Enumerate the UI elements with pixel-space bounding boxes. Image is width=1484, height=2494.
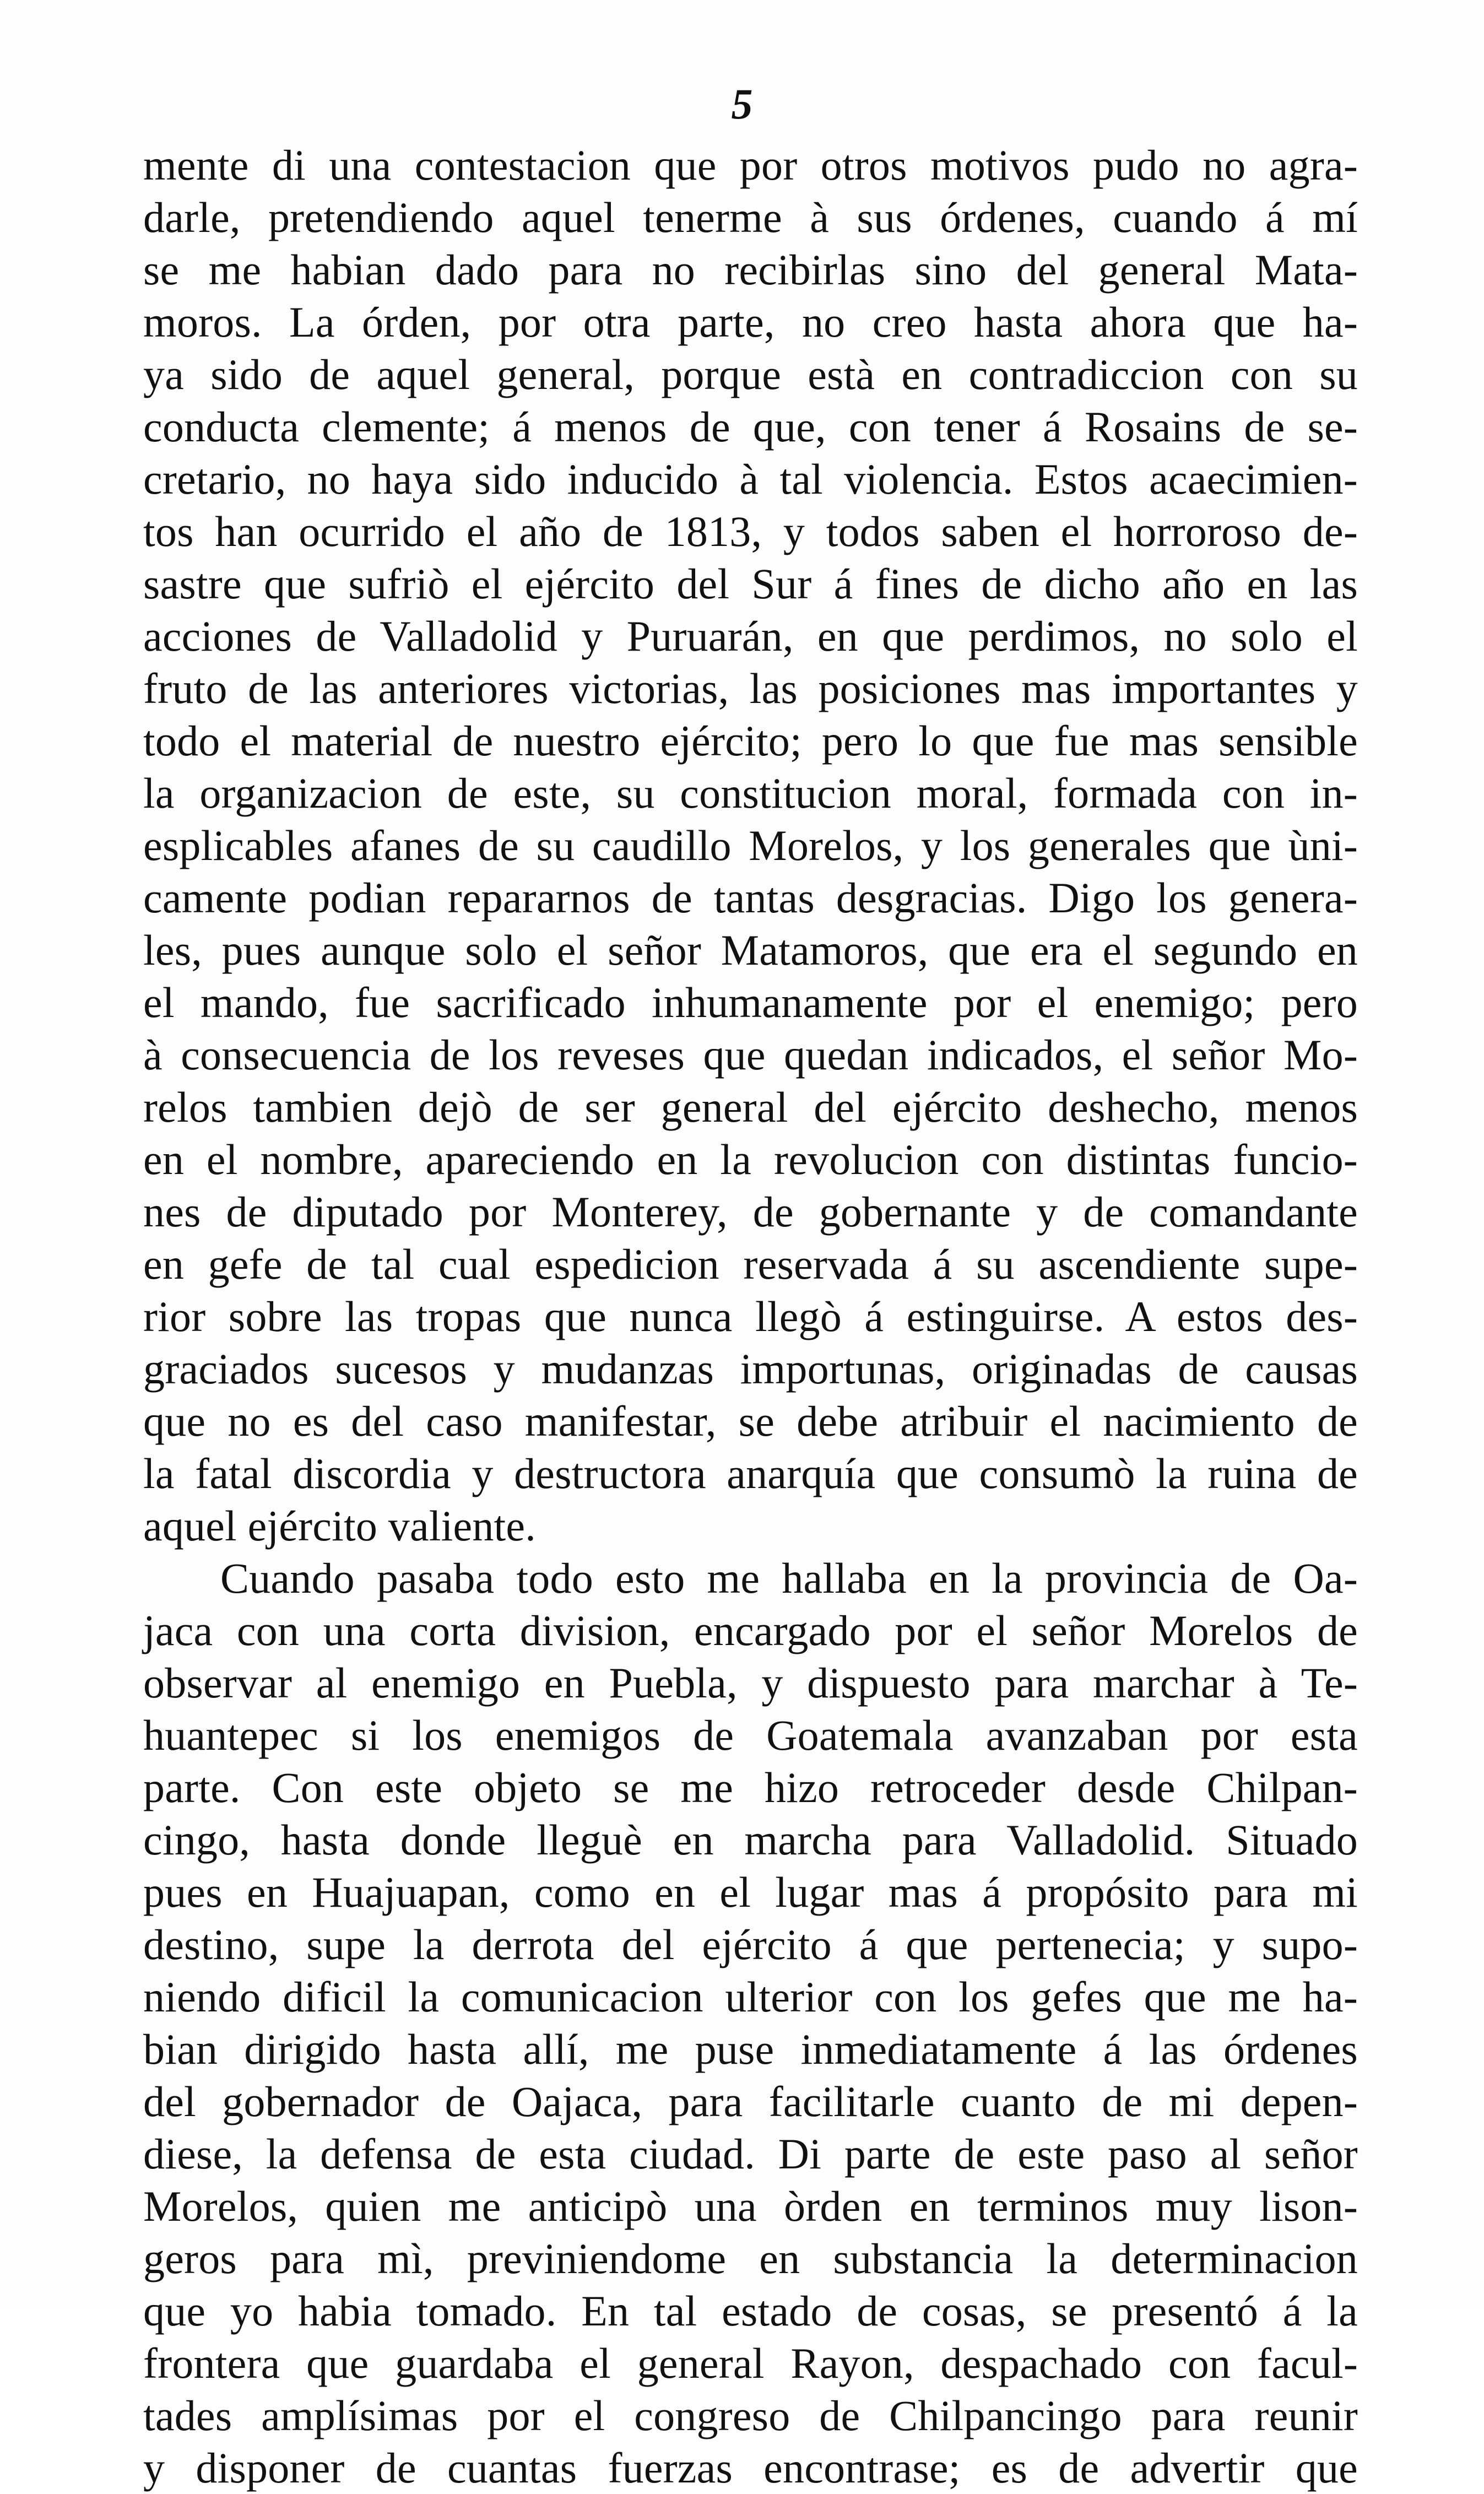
text-line: relos tambien dejò de ser general del ejército deshecho, menos (143, 1083, 1358, 1131)
text-line: nes de diputado por Monterey, de gobernante y de comandante (143, 1188, 1358, 1236)
text-line: diese, la defensa de esta ciudad. Di parte de este paso al señor (143, 2130, 1358, 2178)
text-line: aquel ejército valiente. (143, 1502, 536, 1550)
text-line: les, pues aunque solo el señor Matamoros, que era el segundo en (143, 926, 1358, 974)
text-line: cretario, no haya sido inducido à tal violencia. Estos acaecimien- (143, 455, 1358, 503)
text-line: tades amplísimas por el congreso de Chilpancingo para reunir (143, 2392, 1358, 2439)
text-line: en el nombre, apareciendo en la revolucion con distintas funcio- (143, 1135, 1358, 1183)
text-line: pues en Huajuapan, como en el lugar mas á propósito para mi (143, 1868, 1358, 1916)
text-line: bian dirigido hasta allí, me puse inmediatamente á las órdenes (143, 2025, 1358, 2073)
text-line: observar al enemigo en Puebla, y dispuesto para marchar à Te- (143, 1659, 1358, 1707)
text-line: en gefe de tal cual espedicion reservada á su ascendiente supe- (143, 1240, 1358, 1288)
text-line: la fatal discordia y destructora anarquía que consumò la ruina de (143, 1449, 1358, 1497)
text-line: tos han ocurrido el año de 1813, y todos saben el horroroso de- (143, 507, 1358, 555)
text-line: geros para mì, previniendome en substancia la determinacion (143, 2235, 1358, 2282)
text-line: la organizacion de este, su constitucion moral, formada con in- (143, 769, 1358, 817)
text-line: esplicables afanes de su caudillo Morelos, y los generales que ùni- (143, 821, 1358, 869)
text-line: Morelos, quien me anticipò una òrden en terminos muy lison- (143, 2182, 1358, 2230)
text-line: niendo dificil la comunicacion ulterior con los gefes que me ha- (143, 1973, 1358, 2021)
text-line: acciones de Valladolid y Puruarán, en que perdimos, no solo el (143, 612, 1358, 660)
text-line: ya sido de aquel general, porque està en contradiccion con su (143, 350, 1358, 398)
text-line: camente podian repararnos de tantas desgracias. Digo los genera- (143, 874, 1358, 922)
text-line: mente di una contestacion que por otros motivos pudo no agra- (143, 141, 1358, 189)
text-line: darle, pretendiendo aquel tenerme à sus órdenes, cuando á mí (143, 193, 1358, 241)
text-line: frontera que guardaba el general Rayon, despachado con facul- (143, 2339, 1358, 2387)
text-line: jaca con una corta division, encargado por el señor Morelos de (143, 1606, 1358, 1654)
body-text (143, 139, 1358, 2494)
text-line: el mando, fue sacrificado inhumanamente por el enemigo; pero (143, 978, 1358, 1026)
text-line: graciados sucesos y mudanzas importunas, originadas de causas (143, 1345, 1358, 1393)
text-line: Cuando pasaba todo esto me hallaba en la provincia de Oa- (220, 1554, 1358, 1602)
text-line: destino, supe la derrota del ejército á que pertenecia; y supo- (143, 1920, 1358, 1968)
text-line: que yo habia tomado. En tal estado de cosas, se presentó á la (143, 2287, 1358, 2335)
text-line: rior sobre las tropas que nunca llegò á estinguirse. A estos des- (143, 1292, 1358, 1340)
text-line: conducta clemente; á menos de que, con tener á Rosains de se- (143, 403, 1358, 451)
page-number: 5 (731, 80, 753, 128)
text-line: y disponer de cuantas fuerzas encontrase; es de advertir que (143, 2444, 1358, 2492)
text-line: à consecuencia de los reveses que quedan indicados, el señor Mo- (143, 1031, 1358, 1079)
text-line: huantepec si los enemigos de Goatemala avanzaban por esta (143, 1711, 1358, 1759)
text-line: cingo, hasta donde lleguè en marcha para Valladolid. Situado (143, 1816, 1358, 1864)
text-line: se me habian dado para no recibirlas sino del general Mata- (143, 246, 1358, 294)
text-line: parte. Con este objeto se me hizo retroceder desde Chilpan- (143, 1763, 1358, 1811)
text-line: todo el material de nuestro ejército; pero lo que fue mas sensible (143, 717, 1358, 765)
text-line: fruto de las anteriores victorias, las posiciones mas importantes y (143, 664, 1358, 712)
text-line: sastre que sufriò el ejército del Sur á fines de dicho año en las (143, 560, 1358, 608)
text-line: del gobernador de Oajaca, para facilitarle cuanto de mi depen- (143, 2078, 1358, 2125)
text-line: que no es del caso manifestar, se debe atribuir el nacimiento de (143, 1397, 1358, 1445)
text-line: moros. La órden, por otra parte, no creo hasta ahora que ha- (143, 298, 1358, 346)
